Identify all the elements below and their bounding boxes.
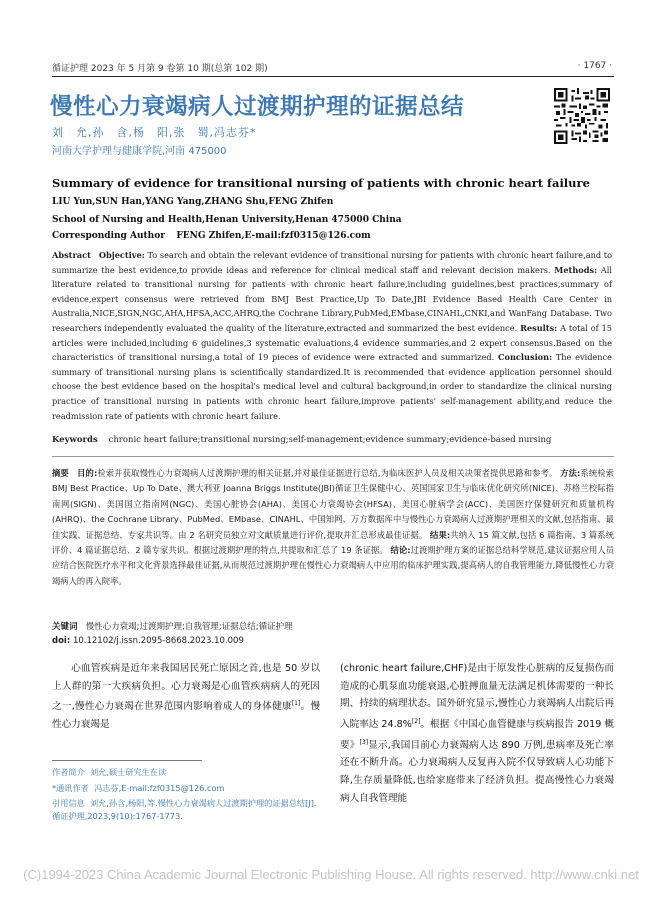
article-title-en: Summary of evidence for transitional nursing of patients with chronic heart failure	[52, 176, 590, 190]
doi-link[interactable]: 10.12102/j.issn.2095-8668.2023.10.009	[72, 636, 244, 646]
page-number: · 1767 ·	[577, 61, 612, 71]
footnote-corr-label: *通讯作者	[52, 783, 89, 793]
objective-text-cn: 检索并获取慢性心力衰竭病人过渡期护理的相关证据,并对最佳证据进行总结,为临床医护人员及相关决策者提供思路和参考。	[97, 468, 558, 478]
footnote-corr-text: 冯志芬,E-mail:fzf0315@126.com	[94, 783, 225, 793]
ref-1[interactable]: [1]	[291, 700, 301, 708]
objective-label-en: Objective:	[98, 250, 145, 260]
methods-label-en: Methods:	[554, 264, 598, 275]
results-text-cn: 共纳入 15 篇文献,包括 6 篇指南、3 篇系统评价、4 篇证据总结、2 篇专家共识。根据过渡期护理的特点,共提取和汇总了 19 条证据。	[52, 529, 614, 556]
authors-cn: 刘 允,孙 含,杨 阳,张 蜀,冯志芬*	[52, 126, 257, 139]
affiliation-en: School of Nursing and Health,Henan University,Henan 475000 China	[52, 215, 402, 225]
body-column-left	[52, 660, 320, 734]
body-column-right	[340, 660, 614, 807]
running-head: 循证护理 2023 年 5 月第 9 卷第 10 期(总第 102 期)	[52, 64, 268, 74]
header-rule	[52, 76, 614, 77]
keywords-text-cn: 慢性心力衰竭;过渡期护理;自我管理;证据总结;循证护理	[85, 622, 293, 632]
article-title-cn: 慢性心力衰竭病人过渡期护理的证据总结	[50, 94, 465, 120]
footnote-rule	[52, 760, 202, 761]
abstract-label-cn: 摘要	[52, 468, 69, 478]
keywords-cn	[52, 620, 293, 632]
footnote-author	[52, 766, 322, 779]
ref-2[interactable]: [2]	[411, 717, 421, 725]
conclusion-text-cn: 过渡期护理方案的证据总结科学规范,建议证据应用人员应结合医院医疗水平和文化背景选择最佳证据,从而规范过渡期护理在慢性心力衰竭病人中应用的临床护理实践,提高病人的自我管理能力,降低慢性心力衰竭病人的再入院率。	[52, 545, 615, 586]
footnote-corresponding	[52, 782, 322, 795]
abstract-en	[52, 248, 612, 423]
affiliation-cn: 河南大学护理与健康学院,河南 475000	[52, 146, 227, 157]
objective-label-cn: 目的:	[77, 468, 98, 478]
conclusion-text-en: The evidence summary of transitional nursing plans is scientifically standardized.It is recommended that evidence application personnel should choose the best evidence based on the hospital's medical level and cultural background,in order to standardize the clinical nursing practice of transitional nursing in patients with chronic heart failure,improve patients' self-management ability,and reduce the readmission rate of patients with chronic heart failure.	[52, 352, 612, 421]
footnote-citation	[52, 797, 322, 823]
body-right-text-c: 显示,我国目前心力衰竭病人达 890 万例,患病率及死亡率还在不断升高。心力衰竭病人反复再入院不仅导致病人心功能下降,生存质量降低,也给家庭带来了经济负担。提高慢性心力衰竭病人自我管理能	[340, 739, 614, 804]
doi	[52, 636, 244, 646]
footnote-author-text: 刘允,硕士研究生在读	[89, 767, 167, 777]
corresponding-author-en	[52, 231, 371, 241]
footnote-author-label: 作者简介	[52, 767, 85, 777]
doi-label: doi:	[52, 636, 71, 646]
authors-en: LIU Yun,SUN Han,YANG Yang,ZHANG Shu,FENG Zhifen	[52, 197, 334, 207]
results-label-cn: 结果:	[430, 529, 451, 540]
keywords-label-en: Keywords	[52, 435, 98, 445]
conclusion-label-cn: 结论:	[390, 545, 411, 556]
objective-text-en: To search and obtain the relevant evidence of transitional nursing for patients with chronic heart failure,and to summarize the best evidence,to provide ideas and reference for clinical medical staff and relevant decision makers.	[52, 250, 612, 275]
keywords-text-en: chronic heart failure;transitional nursing;self-management;evidence summary;evidence-based nursing	[108, 435, 552, 445]
qr-code-icon	[554, 88, 610, 144]
footnote-cite-text: 刘允,孙含,杨阳,等.慢性心力衰竭病人过渡期护理的证据总结[J].循证护理,2023,9(10):1767-1773.	[52, 798, 317, 822]
keywords-label-cn: 关键词	[52, 622, 78, 632]
corresponding-value: FENG Zhifen,E-mail:fzf0315@126.com	[176, 231, 371, 241]
results-text-en: A total of 15 articles were included,including 6 guidelines,3 systematic evaluations,4 evidence summaries,and 2 expert consensus.Based on the characteristics of transitional nursing,a total of 19 pieces of evidence were extracted and summarized.	[52, 322, 612, 363]
methods-text-en: All literature related to transitional nursing for patients with chronic heart failure,including guidelines,best practices,summary of evidence,expert consensus were retrieved from BMJ Best Practice,Up To Date,JBI Evidence Based Health Care Center in Australia,NICE,SIGN,NGC,AHA,HFSA,ACC,AHRQ,the Cochrane Library,PubMed,EMbase,CINAHL,CNKI,and WanFang Database. Two researchers independently evaluated the quality of the literature,extracted and summarized the best evidence.	[52, 264, 612, 333]
methods-label-cn: 方法:	[560, 468, 581, 478]
abstract-divider	[52, 456, 614, 457]
results-label-en: Results:	[520, 322, 558, 333]
abstract-label-en: Abstract	[52, 250, 91, 260]
body-right-text-a: (chronic heart failure,CHF)是由于原发性心脏病的反复损伤而造成的心肌泵血功能衰退,心脏搏血量无法满足机体需要的一种长期、持续的病理状态。国外研究显示,慢性心力衰竭病人出院后再入院率达 24.8%	[340, 663, 614, 730]
copyright-watermark: (C)1994-2023 China Academic Journal Electronic Publishing House. All rights reserved. http://www.cnki.net	[23, 867, 639, 882]
abstract-cn	[52, 466, 614, 589]
body-left-text: 心血管疾病是近年来我国居民死亡原因之首,也是 50 岁以上人群的第一大疾病负担。心力衰竭是心血管疾病病人的死因之一,慢性心力衰竭在世界范围内影响着成人的身体健康	[52, 663, 320, 713]
body-left-tail: 。慢性心力衰竭是	[52, 701, 320, 730]
corresponding-label: Corresponding Author	[52, 231, 165, 241]
footnote-cite-label: 引用信息	[52, 798, 85, 808]
ref-3[interactable]: [3]	[359, 738, 369, 746]
body-right-text-b: 。根据《中国心血管健康与疾病报告 2019 概要》	[340, 718, 615, 751]
methods-text-cn: 系统检索 BMJ Best Practice、Up To Date、澳大利亚 Joanna Briggs Institute(JBI)循证卫生保健中心、英国国家卫生与临床优化研究所(NICE)、苏格兰校际指南网(SIGN)、美国国立指南网(NGC)、美国心脏协会(AHA)、美国心力衰竭协会(HFSA)、美国心脏病学会(ACC)、美国医疗保健研究和质量机构(AHRQ)、the Cochrane Library、PubMed、EMbase、CINAHL、中国知网、万方数据库中与慢性心力衰竭病人过渡期护理相关的文献,包括指南、最佳实践、证据总结、专家共识等。由 2 名研究员独立对文献质量进行评价,提取并汇总形成最佳证据。	[52, 468, 614, 540]
keywords-en	[52, 435, 551, 445]
conclusion-label-en: Conclusion:	[497, 352, 553, 363]
